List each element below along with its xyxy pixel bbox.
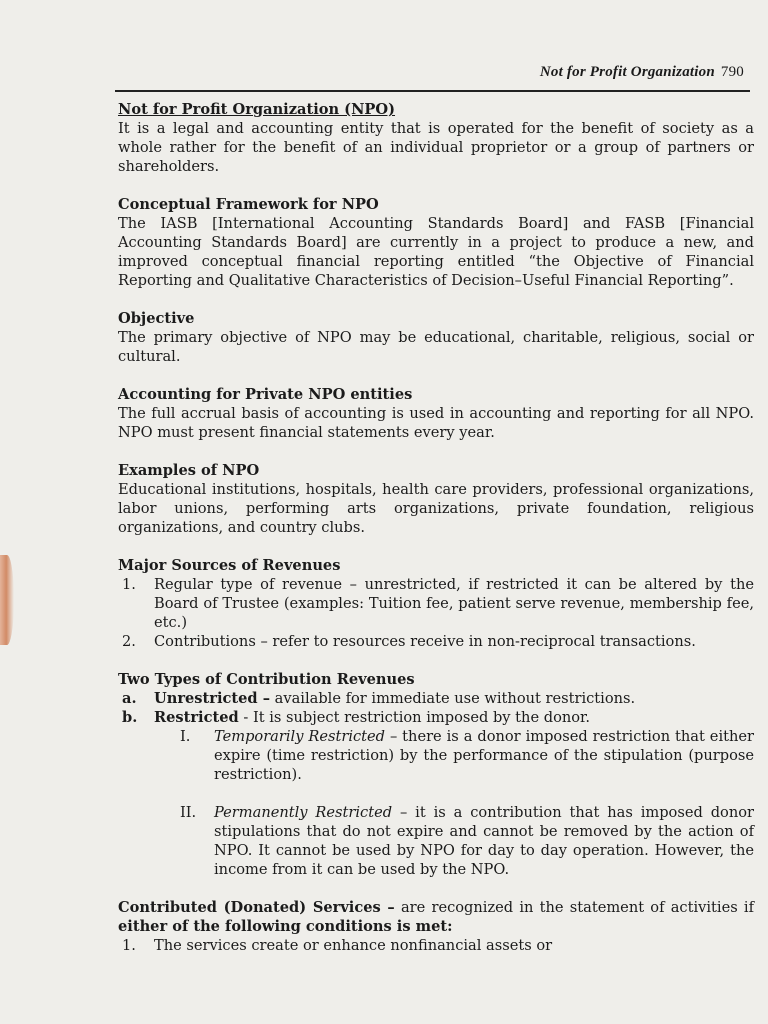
list-marker: b.: [122, 709, 138, 726]
list-item-text: The services create or enhance nonfinancial assets or: [154, 937, 553, 954]
term: Temporarily Restricted: [214, 728, 386, 745]
section-heading: Examples of NPO: [118, 462, 260, 479]
header-title: Not for Profit Organization: [539, 64, 715, 80]
term: either of the following conditions is met:: [118, 918, 453, 935]
page-number: 790: [720, 64, 744, 80]
revenue-list: [118, 575, 754, 651]
term: Contributed (Donated) Services –: [118, 899, 395, 916]
list-marker: a.: [122, 690, 137, 707]
list-item: [118, 708, 754, 879]
conditions-list: [118, 936, 754, 955]
section-heading: Conceptual Framework for NPO: [118, 196, 379, 213]
header-title-block: [540, 64, 744, 81]
section-heading: Not for Profit Organization (NPO): [118, 101, 396, 118]
body-text: are recognized in the statement of activities if: [394, 899, 755, 916]
list-item-text: Regular type of revenue – unrestricted, if restricted it can be altered by the Board of Trustee (examples: Tuition fee, patient serve revenue, membership fee, etc.): [154, 576, 754, 631]
page-content: [118, 100, 754, 974]
section-body: The IASB [International Accounting Standards Board] and FASB [Financial Accounting Standards Board] are currently in a project to produce a new, and improved conceptual financial reporting entitled “the Objective of Financial Reporting and Qualitative Characteristics of Decision–Useful Financial Reporting”.: [118, 215, 754, 289]
list-marker: 2.: [122, 633, 136, 650]
list-marker: 1.: [122, 576, 136, 593]
section-body: The primary objective of NPO may be educational, charitable, religious, social or cultural.: [118, 329, 754, 365]
section-objective: [118, 309, 754, 366]
section-body: Educational institutions, hospitals, health care providers, professional organizations, labor unions, performing arts organizations, private foundation, religious organizations, and country clubs.: [118, 481, 754, 536]
section-accounting: [118, 385, 754, 442]
section-heading: Accounting for Private NPO entities: [118, 386, 413, 403]
list-item-text: Contributions – refer to resources receive in non-reciprocal transactions.: [154, 633, 696, 650]
list-item: [176, 727, 754, 784]
list-item: [118, 575, 754, 632]
section-body: It is a legal and accounting entity that is operated for the benefit of society as a whole rather for the benefit of an individual proprietor or a group of partners or shareholders.: [118, 120, 754, 175]
list-item-text: available for immediate use without restrictions.: [270, 690, 636, 707]
section-heading: Objective: [118, 310, 195, 327]
term: Permanently Restricted: [214, 804, 393, 821]
restricted-sublist: [176, 727, 754, 879]
list-item-text: – it is a contribution that has imposed donor stipulations that do not expire and cannot be removed by the action of NPO. It cannot be used by NPO for day to day operation. However, the income from it can be used by the NPO.: [214, 804, 754, 878]
page-edge-mark: [0, 555, 14, 645]
term: Restricted: [154, 709, 239, 726]
section-contribution: [118, 670, 754, 879]
section-npo: [118, 100, 754, 176]
list-item: [118, 689, 754, 708]
section-revenues: [118, 556, 754, 651]
section-donated: [118, 898, 754, 955]
list-marker: 1.: [122, 937, 136, 954]
section-examples: [118, 461, 754, 537]
contribution-list: [118, 689, 754, 879]
running-header: [115, 62, 750, 92]
section-heading: Major Sources of Revenues: [118, 557, 341, 574]
list-item-text: - It is subject restriction imposed by the donor.: [238, 709, 591, 726]
list-item: [176, 803, 754, 879]
section-heading: Two Types of Contribution Revenues: [118, 671, 415, 688]
list-item-text: – there is a donor imposed restriction that either expire (time restriction) by the performance of the stipulation (purpose restriction).: [214, 728, 754, 783]
section-body: The full accrual basis of accounting is used in accounting and reporting for all NPO. NPO must present financial statements every year.: [118, 405, 754, 441]
list-marker: II.: [180, 804, 197, 821]
section-framework: [118, 195, 754, 290]
list-marker: I.: [180, 728, 191, 745]
term: Unrestricted –: [154, 690, 270, 707]
list-item: [118, 632, 754, 651]
list-item: [118, 936, 754, 955]
section-body: [118, 898, 754, 936]
